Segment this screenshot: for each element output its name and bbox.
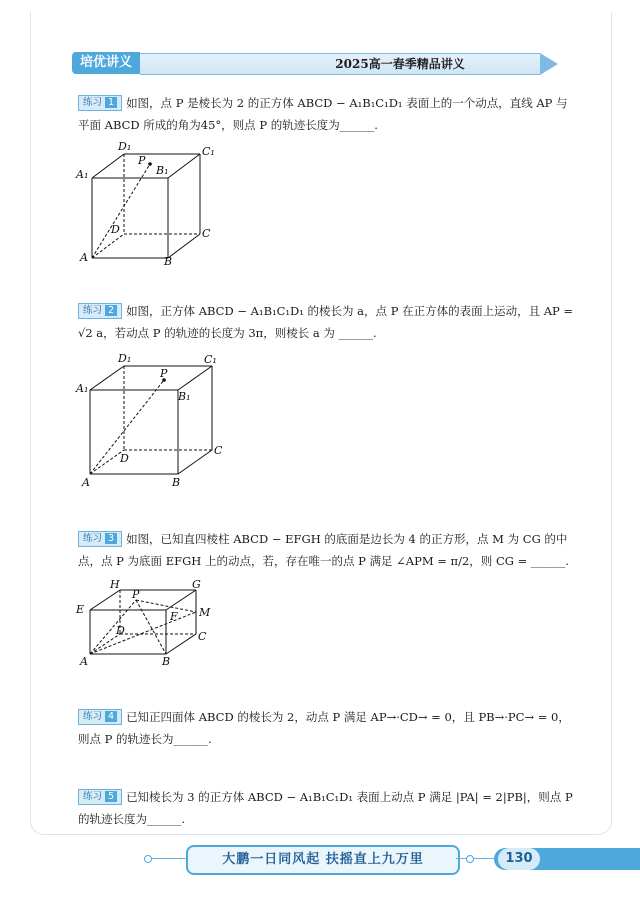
label-a: A bbox=[80, 251, 88, 264]
footer-dot-right bbox=[466, 855, 474, 863]
label-p: P bbox=[132, 588, 140, 601]
label-c1: C₁ bbox=[204, 353, 217, 366]
label-b1: B₁ bbox=[178, 390, 191, 403]
page-header bbox=[72, 52, 558, 74]
label-b1: B₁ bbox=[156, 164, 169, 177]
figure-1-cube bbox=[74, 138, 234, 268]
label-d: D bbox=[116, 624, 125, 637]
header-bar bbox=[140, 53, 540, 75]
footer-page-tab bbox=[494, 848, 640, 870]
figure-2-cube bbox=[74, 350, 234, 490]
exercise-text: 如图，点 P 是棱长为 2 的正方体 ABCD − A₁B₁C₁D₁ 表面上的一个动点，直线 AP 与平面 ABCD 所成的角为45°，则点 P 的轨迹长度为______. bbox=[78, 96, 568, 132]
header-title: 2025高一春季精品讲义 bbox=[335, 57, 465, 71]
exercise-badge: 练习 3 bbox=[78, 531, 122, 547]
exercise-2 bbox=[78, 300, 578, 344]
label-b: B bbox=[164, 255, 173, 268]
exercise-badge: 练习 4 bbox=[78, 709, 122, 725]
label-a1: A₁ bbox=[76, 168, 89, 181]
label-b: B bbox=[162, 655, 171, 668]
exercise-1 bbox=[78, 92, 578, 136]
label-c: C bbox=[214, 444, 223, 457]
label-a: A bbox=[80, 655, 88, 668]
exercise-badge: 练习 2 bbox=[78, 303, 122, 319]
exercise-text: 已知正四面体 ABCD 的棱长为 2，动点 P 满足 AP→·CD→ = 0，且 PB→·PC→ = 0，则点 P 的轨迹长为______. bbox=[78, 710, 570, 746]
exercise-4 bbox=[78, 706, 578, 750]
label-d: D bbox=[111, 223, 120, 236]
label-h: H bbox=[110, 578, 120, 591]
label-d1: D₁ bbox=[118, 140, 132, 153]
label-d: D bbox=[120, 452, 129, 465]
exercise-3 bbox=[78, 528, 578, 572]
label-p: P bbox=[160, 367, 168, 380]
label-a1: A₁ bbox=[76, 382, 89, 395]
footer-dot-left bbox=[144, 855, 152, 863]
exercise-text: 已知棱长为 3 的正方体 ABCD − A₁B₁C₁D₁ 表面上动点 P 满足 |PA| = 2|PB|，则点 P 的轨迹长度为______. bbox=[78, 790, 573, 826]
exercise-text: 如图，已知直四棱柱 ABCD − EFGH 的底面是边长为 4 的正方形，点 M 为 CG 的中点，点 P 为底面 EFGH 上的动点，若，存在唯一的点 P 满足 ∠APM = π/2，则 CG = ______. bbox=[78, 532, 570, 568]
label-f: F bbox=[170, 610, 178, 623]
label-p: P bbox=[138, 154, 146, 167]
label-d1: D₁ bbox=[118, 352, 132, 365]
label-e: E bbox=[76, 603, 85, 616]
point-p bbox=[148, 162, 152, 166]
exercise-badge: 练习 5 bbox=[78, 789, 122, 805]
label-c: C bbox=[198, 630, 207, 643]
exercise-text: 如图，正方体 ABCD − A₁B₁C₁D₁ 的棱长为 a，点 P 在正方体的表面上运动，且 AP = √2 a，若动点 P 的轨迹的长度为 3π，则棱长 a 为 ______. bbox=[78, 304, 574, 340]
footer-line-left bbox=[150, 858, 186, 859]
footer-slogan: 大鹏一日同风起 扶摇直上九万里 bbox=[186, 845, 460, 875]
page-number: 130 bbox=[498, 848, 540, 870]
exercise-badge: 练习 1 bbox=[78, 95, 122, 111]
label-b: B bbox=[172, 476, 181, 489]
label-c: C bbox=[202, 227, 211, 240]
label-a: A bbox=[82, 476, 90, 489]
label-g: G bbox=[192, 578, 201, 591]
footer-line-right bbox=[456, 858, 496, 859]
label-c1: C₁ bbox=[202, 145, 215, 158]
header-tag: 培优讲义 bbox=[72, 52, 140, 74]
figure-3-prism bbox=[74, 576, 224, 676]
header-arrow bbox=[540, 53, 558, 75]
label-m: M bbox=[199, 606, 211, 619]
page-footer bbox=[0, 842, 640, 882]
exercise-5 bbox=[78, 786, 578, 830]
